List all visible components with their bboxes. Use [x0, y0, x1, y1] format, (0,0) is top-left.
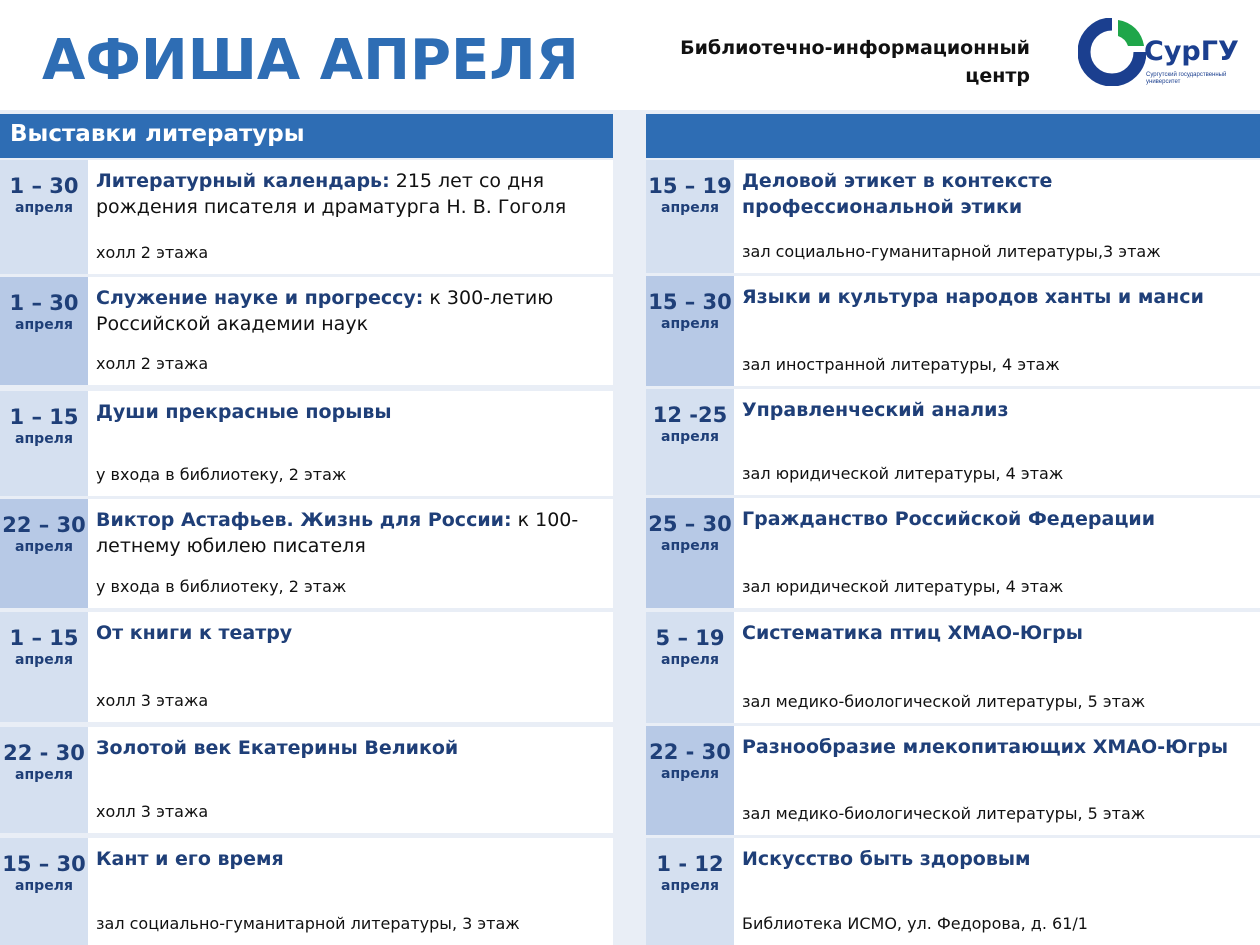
date-cell [646, 160, 734, 273]
date-range: 1 – 15 [9, 405, 79, 429]
header [0, 0, 1260, 110]
exhibition-title-bold: От книги к театру [96, 622, 293, 644]
date-month: апреля [661, 538, 719, 554]
exhibition-content [96, 285, 605, 379]
exhibition-title-bold: Разнообразие млекопитающих ХМАО-Югры [742, 736, 1229, 758]
exhibition-place: зал социально-гуманитарной литературы,3 этаж [742, 242, 1161, 261]
exhibition-title [742, 620, 1252, 646]
exhibition-title-bold: Кант и его время [96, 848, 284, 870]
date-range: 15 – 30 [648, 290, 732, 314]
logo-text: СурГУ [1144, 36, 1239, 67]
exhibition-title-bold: Служение науке и прогрессу: [96, 287, 424, 309]
date-range: 5 – 19 [655, 626, 725, 650]
exhibition-content [96, 507, 605, 602]
exhibition-content [742, 846, 1252, 939]
exhibition-title [742, 734, 1252, 760]
date-cell [0, 838, 88, 945]
date-month: апреля [661, 316, 719, 332]
exhibition-row [646, 726, 1260, 835]
exhibition-title [96, 620, 605, 646]
exhibition-title-bold: Языки и культура народов ханты и манси [742, 286, 1204, 308]
exhibition-title-bold: Управленческий анализ [742, 399, 1009, 421]
exhibition-title-rest: к 100-летнему юбилею писателя [96, 509, 579, 557]
exhibition-place: холл 3 этажа [96, 802, 209, 821]
org-name [640, 34, 1030, 90]
exhibition-place: холл 2 этажа [96, 354, 209, 373]
date-cell [646, 498, 734, 608]
exhibition-place: зал юридической литературы, 4 этаж [742, 464, 1064, 483]
date-month: апреля [661, 429, 719, 445]
date-month: апреля [15, 539, 73, 555]
exhibition-place: у входа в библиотеку, 2 этаж [96, 577, 347, 596]
date-month: апреля [15, 767, 73, 783]
date-range: 25 – 30 [648, 512, 732, 536]
date-month: апреля [661, 200, 719, 216]
date-cell [646, 612, 734, 723]
exhibition-title-bold: Искусство быть здоровым [742, 848, 1031, 870]
exhibition-content [96, 399, 605, 490]
date-cell [0, 160, 88, 274]
exhibition-row [0, 727, 613, 833]
exhibition-row [0, 838, 613, 945]
org-name-line1: Библиотечно-информационный [680, 37, 1030, 59]
date-cell [0, 391, 88, 496]
exhibition-content [742, 506, 1252, 602]
date-range: 1 - 12 [656, 852, 724, 876]
date-range: 12 -25 [652, 403, 728, 427]
section-title: Выставки литературы [10, 121, 305, 147]
date-month: апреля [15, 200, 73, 216]
exhibition-place: Библиотека ИСМО, ул. Федорова, д. 61/1 [742, 914, 1088, 933]
exhibition-row [646, 389, 1260, 495]
exhibition-title [742, 846, 1252, 872]
exhibition-title-rest: 215 лет со дня рождения писателя и драматурга Н. В. Гоголя [96, 170, 567, 218]
exhibition-title [96, 168, 605, 220]
exhibition-title-bold: Систематика птиц ХМАО-Югры [742, 622, 1083, 644]
exhibition-place: зал иностранной литературы, 4 этаж [742, 355, 1060, 374]
exhibition-content [742, 620, 1252, 717]
date-month: апреля [661, 652, 719, 668]
date-cell [646, 276, 734, 386]
date-range: 1 – 15 [9, 626, 79, 650]
date-month: апреля [15, 431, 73, 447]
date-range: 1 – 30 [9, 291, 79, 315]
date-cell [646, 726, 734, 835]
date-cell [646, 838, 734, 945]
exhibition-title [742, 506, 1252, 532]
date-range: 22 – 30 [2, 513, 86, 537]
exhibition-title [742, 397, 1252, 423]
section-bar-left [0, 114, 613, 158]
date-cell [646, 389, 734, 495]
date-cell [0, 277, 88, 385]
exhibition-title-bold: Литературный календарь: [96, 170, 390, 192]
exhibition-row [646, 838, 1260, 945]
exhibition-title [96, 846, 605, 872]
date-range: 15 – 19 [648, 174, 732, 198]
exhibition-content [742, 168, 1252, 267]
exhibition-row [646, 612, 1260, 723]
date-month: апреля [15, 652, 73, 668]
date-cell [0, 612, 88, 722]
logo-ring-icon [1078, 18, 1146, 86]
exhibition-place: зал юридической литературы, 4 этаж [742, 577, 1064, 596]
exhibition-title-bold: Гражданство Российской Федерации [742, 508, 1156, 530]
exhibition-place: зал социально-гуманитарной литературы, 3 этаж [96, 914, 520, 933]
exhibition-title [96, 735, 605, 761]
date-range: 22 - 30 [3, 741, 85, 765]
exhibition-row [0, 277, 613, 385]
exhibition-content [742, 284, 1252, 380]
logo-subtitle: Сургутский государственный университет [1146, 72, 1227, 85]
exhibition-title-rest: к 300-летию Российской академии наук [96, 287, 554, 335]
exhibition-row [0, 499, 613, 608]
exhibition-row [646, 276, 1260, 386]
exhibition-place: холл 3 этажа [96, 691, 209, 710]
exhibition-place: у входа в библиотеку, 2 этаж [96, 465, 347, 484]
date-range: 22 - 30 [649, 740, 731, 764]
exhibition-content [96, 168, 605, 268]
exhibition-content [96, 620, 605, 716]
org-name-line2: центр [965, 65, 1030, 87]
exhibition-place: зал медико-биологической литературы, 5 этаж [742, 804, 1146, 823]
exhibition-title [96, 399, 605, 425]
exhibition-content [96, 735, 605, 827]
exhibition-row [646, 160, 1260, 273]
exhibition-row [0, 391, 613, 496]
exhibition-content [742, 734, 1252, 829]
exhibition-title-bold: Виктор Астафьев. Жизнь для России: [96, 509, 512, 531]
date-cell [0, 727, 88, 833]
exhibition-title-bold: Деловой этикет в контексте профессиональной этики [742, 170, 1053, 218]
page-title: АФИША АПРЕЛЯ [42, 28, 579, 93]
university-logo [1078, 14, 1248, 92]
date-month: апреля [661, 766, 719, 782]
date-range: 1 – 30 [9, 174, 79, 198]
exhibition-place: зал медико-биологической литературы, 5 этаж [742, 692, 1146, 711]
exhibition-row [0, 612, 613, 722]
date-month: апреля [661, 878, 719, 894]
exhibition-content [742, 397, 1252, 489]
date-range: 15 – 30 [2, 852, 86, 876]
exhibition-content [96, 846, 605, 939]
exhibition-title [742, 284, 1252, 310]
exhibition-row [646, 498, 1260, 608]
exhibition-title [96, 507, 605, 559]
exhibition-title [96, 285, 605, 337]
exhibition-place: холл 2 этажа [96, 243, 209, 262]
exhibition-row [0, 160, 613, 274]
section-bar-right [646, 114, 1260, 158]
date-month: апреля [15, 317, 73, 333]
exhibition-title [742, 168, 1252, 220]
exhibition-title-bold: Золотой век Екатерины Великой [96, 737, 459, 759]
exhibition-title-bold: Души прекрасные порывы [96, 401, 392, 423]
date-cell [0, 499, 88, 608]
date-month: апреля [15, 878, 73, 894]
